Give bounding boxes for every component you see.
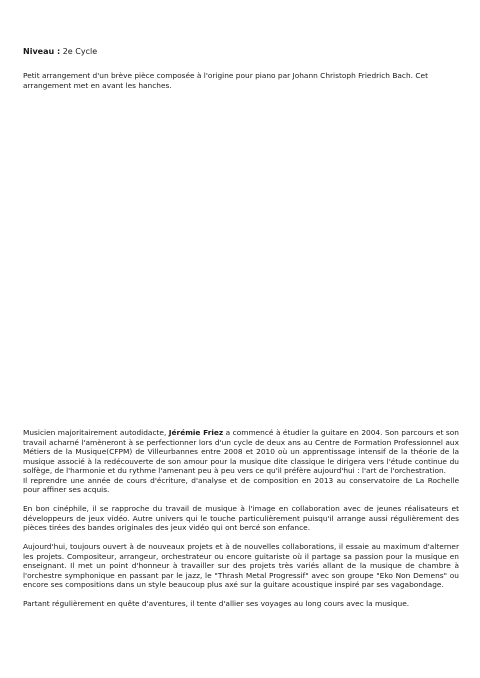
composer-name: Jérémie Friez (168, 428, 224, 437)
bio-p1-continued: Il reprendre une année de cours d'écriture, d'analyse et de composition en 2013 au conservatoire de La Rochelle pour affiner ses acquis. (23, 475, 459, 494)
bio-paragraph-1 (23, 428, 459, 495)
level-line (23, 47, 97, 57)
composer-biography (23, 428, 459, 618)
level-value: 2e Cycle (62, 47, 98, 56)
bio-p1-start: Musicien majoritairement autodidacte, (23, 428, 169, 437)
bio-paragraph-3: Aujourd'hui, toujours ouvert à de nouveaux projets et à de nouvelles collaborations, il essaie au maximum d'alterner les projets. Compositeur, arrangeur, orchestrateur ou encore guitariste où il partage sa passion pour la musique en enseignant. Il met un point d'honneur à travailler sur des projets très variés allant de la musique de chambre à l'orchestre symphonique en passant par le jazz, le "Thrash Metal Progressif" avec son groupe "Eko Non Demens" ou encore ses compositions dans un style beaucoup plus axé sur la guitare acoustique inspiré par ses vagabondage. (23, 542, 459, 589)
bio-p1-rest: a commencé à étudier la guitare en 2004. Son parcours et son travail acharné l'amèneront à se perfectionner lors d'un cycle de deux ans au Centre de Formation Professionnel aux Métiers de la Musique(CFPM) de Villeurbannes entre 2008 et 2010 où un apprentissage intensif de la théorie de la musique associé à la redécouverte de son amour pour la musique dite classique le dirigera vers l'étude continue du solfège, de l'harmonie et du rythme l'amenant peu à peu vers ce qu'il préfère aujourd'hui : l'art de l'orchestration. (23, 428, 459, 475)
bio-paragraph-2: En bon cinéphile, il se rapproche du travail de musique à l'image en collaboration avec de jeunes réalisateurs et développeurs de jeux vidéo. Autre univers qui le touche particulièrement puisqu'il arrange aussi régulièrement des pièces tirées des bandes originales des jeux vidéo qui ont bercé son enfance. (23, 504, 459, 532)
level-label: Niveau : (23, 47, 61, 56)
bio-paragraph-4: Partant régulièrement en quête d'aventures, il tente d'allier ses voyages au long cours avec la musique. (23, 599, 410, 608)
piece-description: Petit arrangement d'un brève pièce composée à l'origine pour piano par Johann Christoph Friedrich Bach. Cet arrangement met en avant les hanches. (23, 71, 428, 90)
